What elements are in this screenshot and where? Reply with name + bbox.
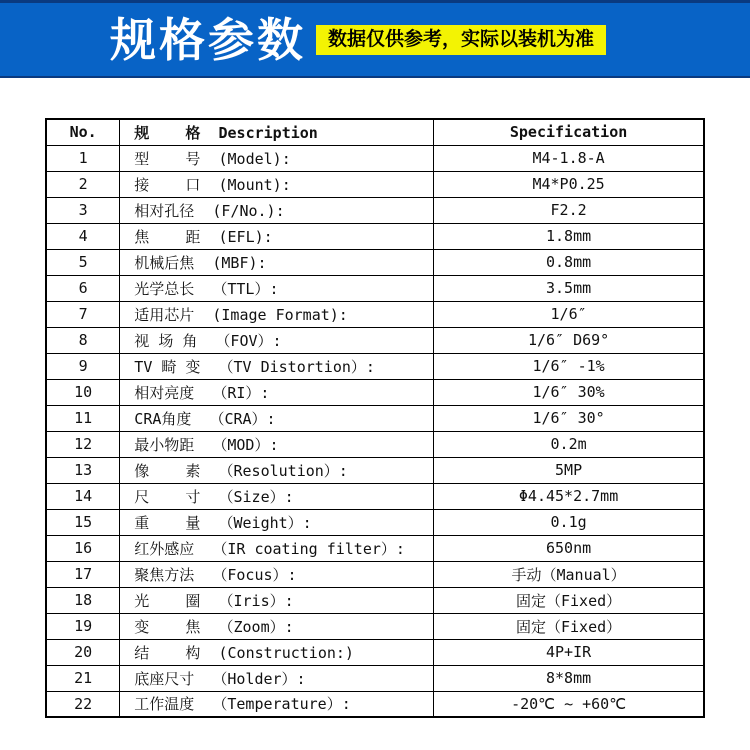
table-row	[46, 223, 704, 249]
cell-no: 17	[46, 561, 120, 587]
table-row	[46, 327, 704, 353]
table-row	[46, 197, 704, 223]
cell-spec: 0.8mm	[434, 249, 704, 275]
cell-no: 8	[46, 327, 120, 353]
cell-no: 11	[46, 405, 120, 431]
cell-desc: 尺 寸 （Size）:	[120, 483, 434, 509]
cell-desc: 光 圈 （Iris）:	[120, 587, 434, 613]
cell-no: 22	[46, 691, 120, 717]
cell-no: 4	[46, 223, 120, 249]
table-row	[46, 561, 704, 587]
cell-spec: 8*8mm	[434, 665, 704, 691]
table-row	[46, 379, 704, 405]
cell-no: 7	[46, 301, 120, 327]
cell-desc: TV 畸 变 （TV Distortion）:	[120, 353, 434, 379]
cell-no: 6	[46, 275, 120, 301]
cell-desc: 机械后焦 (MBF):	[120, 249, 434, 275]
cell-desc: 型 号 (Model):	[120, 145, 434, 171]
cell-desc: 适用芯片 (Image Format):	[120, 301, 434, 327]
cell-spec: 手动（Manual）	[434, 561, 704, 587]
table-row	[46, 483, 704, 509]
cell-no: 19	[46, 613, 120, 639]
cell-spec: 5MP	[434, 457, 704, 483]
page-title: 规格参数	[110, 13, 306, 66]
cell-desc: 重 量 （Weight）:	[120, 509, 434, 535]
cell-spec: M4-1.8-A	[434, 145, 704, 171]
cell-no: 3	[46, 197, 120, 223]
cell-spec: 0.1g	[434, 509, 704, 535]
cell-no: 2	[46, 171, 120, 197]
cell-spec: 650nm	[434, 535, 704, 561]
cell-desc: 接 口 (Mount):	[120, 171, 434, 197]
spec-table-container	[45, 118, 705, 718]
table-row	[46, 431, 704, 457]
table-row	[46, 353, 704, 379]
cell-spec: -20℃ ~ +60℃	[434, 691, 704, 717]
spec-table-head	[46, 119, 704, 145]
cell-no: 1	[46, 145, 120, 171]
cell-spec: 固定（Fixed）	[434, 587, 704, 613]
cell-no: 5	[46, 249, 120, 275]
cell-spec: Φ4.45*2.7mm	[434, 483, 704, 509]
spec-table	[45, 118, 705, 718]
cell-desc: 像 素 （Resolution）:	[120, 457, 434, 483]
cell-desc: 结 构 (Construction:)	[120, 639, 434, 665]
table-row	[46, 535, 704, 561]
cell-spec: 1/6″ 30%	[434, 379, 704, 405]
cell-desc: 光学总长 （TTL）:	[120, 275, 434, 301]
cell-no: 18	[46, 587, 120, 613]
header-description: 规 格 Description	[120, 119, 434, 145]
table-row	[46, 587, 704, 613]
table-row	[46, 665, 704, 691]
header-banner	[0, 0, 750, 78]
table-row	[46, 509, 704, 535]
spec-table-body	[46, 145, 704, 717]
cell-spec: 3.5mm	[434, 275, 704, 301]
cell-spec: 0.2m	[434, 431, 704, 457]
cell-desc: 相对亮度 （RI）:	[120, 379, 434, 405]
cell-no: 12	[46, 431, 120, 457]
header-no: No.	[46, 119, 120, 145]
cell-desc: 焦 距 (EFL):	[120, 223, 434, 249]
cell-desc: 最小物距 （MOD）:	[120, 431, 434, 457]
table-row	[46, 171, 704, 197]
cell-desc: 红外感应 （IR coating filter）:	[120, 535, 434, 561]
cell-spec: F2.2	[434, 197, 704, 223]
cell-desc: 相对孔径 (F/No.):	[120, 197, 434, 223]
cell-spec: 1/6″ 30°	[434, 405, 704, 431]
cell-no: 9	[46, 353, 120, 379]
header-specification: Specification	[434, 119, 704, 145]
cell-no: 10	[46, 379, 120, 405]
cell-spec: 4P+IR	[434, 639, 704, 665]
cell-no: 21	[46, 665, 120, 691]
table-row	[46, 249, 704, 275]
table-row	[46, 275, 704, 301]
cell-spec: 1/6″ D69°	[434, 327, 704, 353]
table-row	[46, 639, 704, 665]
cell-spec: M4*P0.25	[434, 171, 704, 197]
cell-no: 16	[46, 535, 120, 561]
cell-spec: 1/6″ -1%	[434, 353, 704, 379]
cell-desc: CRA角度 （CRA）:	[120, 405, 434, 431]
table-row	[46, 691, 704, 717]
cell-desc: 聚焦方法 （Focus）:	[120, 561, 434, 587]
cell-no: 14	[46, 483, 120, 509]
cell-spec: 1/6″	[434, 301, 704, 327]
table-row	[46, 457, 704, 483]
table-row	[46, 145, 704, 171]
table-row	[46, 301, 704, 327]
cell-desc: 视 场 角 （FOV）:	[120, 327, 434, 353]
header-row	[46, 119, 704, 145]
cell-spec: 1.8mm	[434, 223, 704, 249]
cell-desc: 变 焦 （Zoom）:	[120, 613, 434, 639]
cell-desc: 工作温度 （Temperature）:	[120, 691, 434, 717]
table-row	[46, 405, 704, 431]
cell-no: 15	[46, 509, 120, 535]
cell-no: 13	[46, 457, 120, 483]
table-row	[46, 613, 704, 639]
cell-desc: 底座尺寸 （Holder）:	[120, 665, 434, 691]
cell-no: 20	[46, 639, 120, 665]
disclaimer-badge: 数据仅供参考，实际以装机为准	[316, 25, 606, 55]
cell-spec: 固定（Fixed）	[434, 613, 704, 639]
